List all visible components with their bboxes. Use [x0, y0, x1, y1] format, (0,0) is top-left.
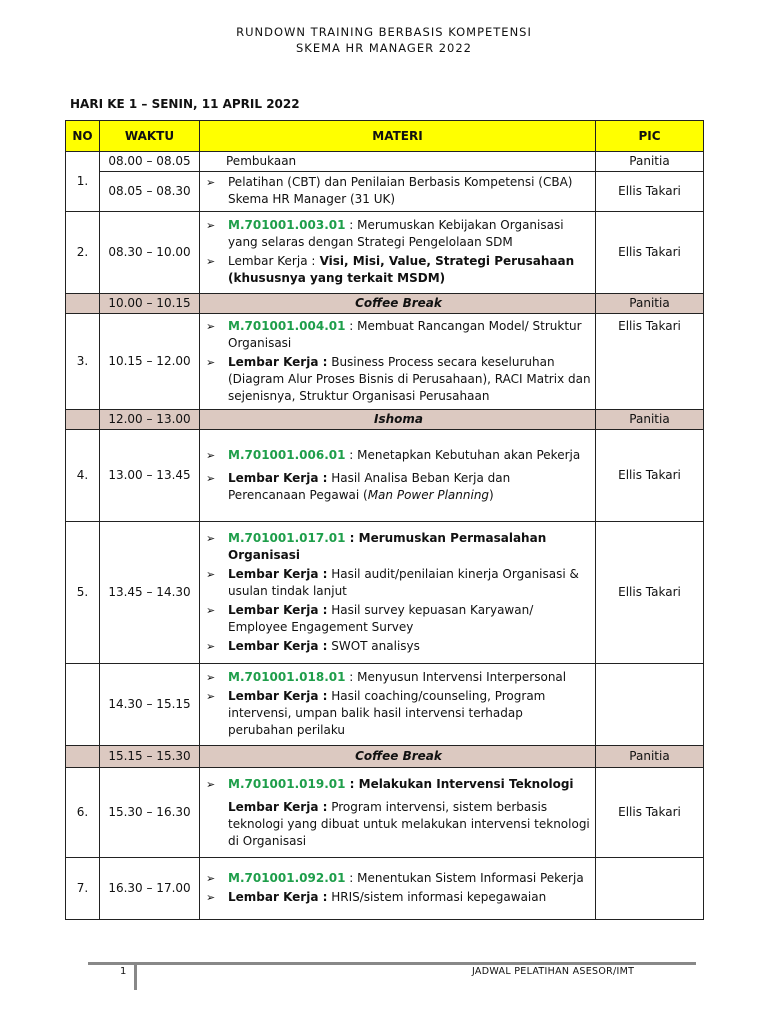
- row-pic: Panitia: [596, 294, 704, 314]
- break-label: Coffee Break: [200, 746, 596, 768]
- worksheet-label: Lembar Kerja :: [228, 689, 328, 703]
- arrow-bullet-icon: ➢: [206, 778, 216, 791]
- unit-title: : Menentukan Sistem Informasi Pekerja: [345, 871, 584, 885]
- row-materi: [200, 858, 596, 920]
- row-time: 08.00 – 08.05: [100, 152, 200, 172]
- table-row: [66, 430, 704, 522]
- arrow-bullet-icon: ➢: [206, 891, 216, 904]
- unit-title: : Menetapkan Kebutuhan akan Pekerja: [345, 447, 581, 462]
- title-line-2: SKEMA HR MANAGER 2022: [296, 41, 472, 55]
- worksheet-text: Hasil survey kepuasan Karyawan/ Employee Engagement Survey: [228, 602, 534, 634]
- row-time: 14.30 – 15.15: [100, 664, 200, 746]
- worksheet-italic: Man Power Planning: [367, 487, 490, 502]
- break-row: [66, 746, 704, 768]
- table-row: [66, 768, 704, 858]
- footer-divider: [134, 962, 137, 990]
- row-pic: Ellis Takari: [596, 768, 704, 858]
- header-pic: PIC: [596, 121, 704, 152]
- row-pic: Panitia: [596, 746, 704, 768]
- row-time: 08.05 – 08.30: [100, 172, 200, 212]
- arrow-bullet-icon: ➢: [206, 255, 216, 268]
- worksheet-label: Lembar Kerja :: [228, 638, 328, 653]
- materi-text: Pelatihan (CBT) dan Penilaian Berbasis Kompetensi (CBA) Skema HR Manager (31 UK): [228, 175, 573, 206]
- worksheet-label: Lembar Kerja :: [228, 800, 328, 814]
- table-row: [66, 172, 704, 212]
- row-number: 3.: [66, 314, 100, 410]
- arrow-bullet-icon: ➢: [206, 671, 216, 684]
- row-time: 13.45 – 14.30: [100, 522, 200, 664]
- table-header-row: [66, 121, 704, 152]
- unit-title: : Melakukan Intervensi Teknologi: [345, 777, 574, 791]
- row-pic: Panitia: [596, 410, 704, 430]
- row-time: 10.15 – 12.00: [100, 314, 200, 410]
- row-time: 16.30 – 17.00: [100, 858, 200, 920]
- row-materi: [200, 768, 596, 858]
- arrow-bullet-icon: ➢: [206, 176, 216, 189]
- unit-code: M.701001.006.01: [228, 447, 346, 462]
- row-time: 15.30 – 16.30: [100, 768, 200, 858]
- break-label: Coffee Break: [200, 294, 596, 314]
- break-row: [66, 410, 704, 430]
- worksheet-label: Lembar Kerja :: [228, 566, 328, 581]
- worksheet-label: Lembar Kerja :: [228, 602, 328, 617]
- unit-code: M.701001.003.01: [228, 218, 346, 232]
- row-time: 10.00 – 10.15: [100, 294, 200, 314]
- row-time: 08.30 – 10.00: [100, 212, 200, 294]
- worksheet-text: HRIS/sistem informasi kepegawaian: [327, 890, 547, 904]
- arrow-bullet-icon: ➢: [206, 567, 216, 581]
- header-materi: MATERI: [200, 121, 596, 152]
- worksheet-paragraph: [206, 799, 591, 850]
- arrow-bullet-icon: ➢: [206, 872, 216, 885]
- worksheet-text: Hasil coaching/counseling, Program intervensi, umpan balik hasil intervensi terhadap perubahan perilaku: [228, 689, 546, 737]
- row-pic: Ellis Takari: [596, 212, 704, 294]
- footer-text: JADWAL PELATIHAN ASESOR/IMT: [472, 966, 635, 977]
- worksheet-label: Lembar Kerja :: [228, 354, 328, 369]
- row-number: 5.: [66, 522, 100, 664]
- row-pic: Panitia: [596, 152, 704, 172]
- worksheet-text: Business Process secara keseluruhan (Diagram Alur Proses Bisnis di Perusahaan), RACI Matrix dan sejenisnya, Struktur Organisasi Perusahaan: [228, 354, 591, 403]
- table-row: [66, 152, 704, 172]
- row-time: 12.00 – 13.00: [100, 410, 200, 430]
- worksheet-text: Program intervensi, sistem berbasis teknologi yang dibuat untuk melakukan intervensi teknologi di Organisasi: [228, 800, 590, 848]
- row-time: 15.15 – 15.30: [100, 746, 200, 768]
- unit-code: M.701001.004.01: [228, 318, 346, 333]
- arrow-bullet-icon: ➢: [206, 531, 216, 545]
- row-materi: [200, 664, 596, 746]
- arrow-bullet-icon: ➢: [206, 355, 216, 369]
- row-number: 4.: [66, 430, 100, 522]
- row-number: 1.: [66, 152, 100, 212]
- arrow-bullet-icon: ➢: [206, 448, 216, 462]
- worksheet-label: Lembar Kerja :: [228, 890, 328, 904]
- unit-code: M.701001.019.01: [228, 777, 346, 791]
- row-pic: Ellis Takari: [596, 172, 704, 212]
- row-materi: [200, 430, 596, 522]
- table-row: [66, 522, 704, 664]
- table-row: [66, 858, 704, 920]
- unit-code: M.701001.092.01: [228, 871, 346, 885]
- table-row: [66, 314, 704, 410]
- row-number: 7.: [66, 858, 100, 920]
- worksheet-label: Lembar Kerja :: [228, 470, 328, 485]
- unit-title: : Merumuskan Permasalahan Organisasi: [228, 530, 547, 562]
- unit-title: : Merumuskan Kebijakan Organisasi yang selaras dengan Strategi Pengelolaan SDM: [228, 218, 564, 249]
- footer-rule: [88, 962, 696, 965]
- worksheet-text-end: ): [489, 487, 494, 502]
- header-no: NO: [66, 121, 100, 152]
- schedule-table: [65, 120, 704, 920]
- arrow-bullet-icon: ➢: [206, 319, 216, 333]
- table-row: [66, 664, 704, 746]
- arrow-bullet-icon: ➢: [206, 471, 216, 485]
- row-materi: [200, 522, 596, 664]
- row-time: 13.00 – 13.45: [100, 430, 200, 522]
- worksheet-text: Hasil audit/penilaian kinerja Organisasi & usulan tindak lanjut: [228, 566, 579, 598]
- header-time: WAKTU: [100, 121, 200, 152]
- break-label: Ishoma: [200, 410, 596, 430]
- arrow-bullet-icon: ➢: [206, 219, 216, 232]
- table-row: [66, 212, 704, 294]
- unit-code: M.701001.017.01: [228, 530, 346, 545]
- unit-code: M.701001.018.01: [228, 670, 346, 684]
- worksheet-text: SWOT analisys: [327, 638, 420, 653]
- row-materi: [200, 314, 596, 410]
- arrow-bullet-icon: ➢: [206, 690, 216, 703]
- document-title: [0, 24, 768, 56]
- day-heading: HARI KE 1 – SENIN, 11 APRIL 2022: [70, 97, 300, 111]
- arrow-bullet-icon: ➢: [206, 639, 216, 653]
- row-number: 6.: [66, 768, 100, 858]
- row-pic: Ellis Takari: [596, 430, 704, 522]
- row-materi: [200, 172, 596, 212]
- row-pic: Ellis Takari: [596, 522, 704, 664]
- break-row: [66, 294, 704, 314]
- worksheet-text: Hasil Analisa Beban Kerja dan Perencanaan Pegawai (: [228, 470, 511, 502]
- worksheet-label: Lembar Kerja :: [228, 254, 316, 268]
- row-materi: [200, 212, 596, 294]
- unit-title: : Membuat Rancangan Model/ Struktur Organisasi: [228, 318, 582, 350]
- row-pic: Ellis Takari: [596, 314, 704, 410]
- worksheet-text: Visi, Misi, Value, Strategi Perusahaan (khususnya yang terkait MSDM): [228, 254, 575, 285]
- title-line-1: RUNDOWN TRAINING BERBASIS KOMPETENSI: [236, 25, 532, 39]
- page-number: 1: [120, 966, 127, 977]
- row-materi: [200, 152, 596, 172]
- row-number: 2.: [66, 212, 100, 294]
- unit-title: : Menyusun Intervensi Interpersonal: [345, 670, 567, 684]
- arrow-bullet-icon: ➢: [206, 603, 216, 617]
- materi-text: Pembukaan: [226, 154, 297, 168]
